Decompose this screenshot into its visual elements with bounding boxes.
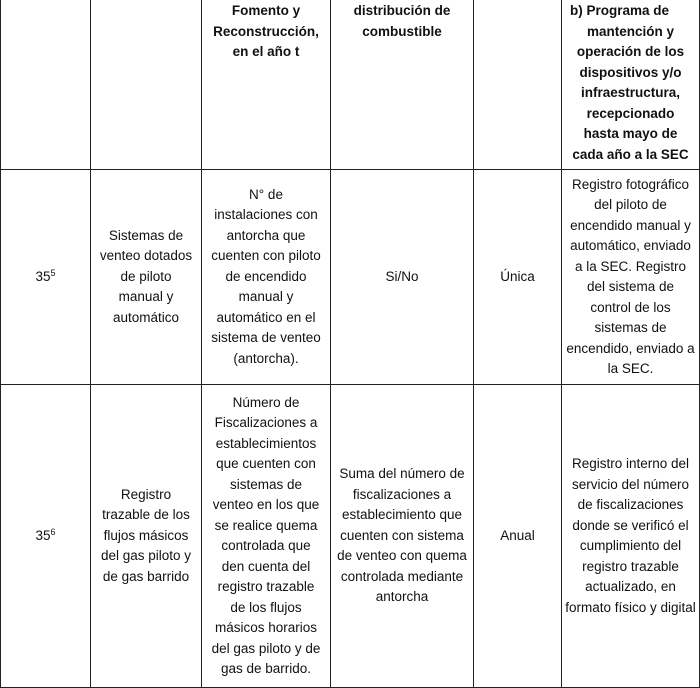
cell-means	[561, 169, 700, 385]
cell-frequency	[473, 169, 562, 385]
cell-indicator	[90, 384, 202, 688]
cell-indicator	[90, 169, 202, 385]
table-row	[0, 384, 700, 688]
formula-text: Suma del número de fiscalizaciones a establecimiento que cuenten con sistema de venteo con quema controlada mediante antorcha	[337, 466, 467, 605]
formula-text: Si/No	[385, 268, 419, 284]
frequency-text: Única	[500, 268, 535, 284]
cell-frequency	[473, 0, 562, 170]
cell-means	[561, 384, 700, 688]
means-text: Registro fotográfico del piloto de encendido manual y automático, enviado a la SEC. Registro del sistema de control de los sistemas de encendido, enviado a la SEC.	[566, 176, 695, 376]
table-row	[0, 0, 700, 170]
row-number: $35^5$	[35, 267, 56, 284]
cell-indicator	[90, 0, 202, 170]
cell-number	[0, 169, 91, 385]
footnote-ref: 5	[50, 267, 56, 278]
formula-text: distribución de combustible	[353, 3, 451, 39]
indicator-text: Sistemas de venteo dotados de piloto manual y automático	[99, 227, 193, 325]
means-text: mantención y operación de los dispositivos y/o infraestructura, recepcionado hasta mayo de cada año a la SEC	[572, 23, 689, 162]
indicator-text: Registro trazable de los flujos másicos del gas piloto y de gas barrido	[100, 486, 192, 584]
cell-formula-name	[201, 384, 331, 688]
means-text: Registro interno del servicio del número de fiscalizaciones donde se verificó el cumplimiento del registro trazable actualizado, en formato físico y digital	[565, 456, 696, 615]
cell-frequency	[473, 384, 562, 688]
frequency-text: Anual	[500, 527, 535, 543]
cell-formula	[330, 0, 474, 170]
formula-name-text: Fomento y Reconstrucción, en el año t	[213, 3, 319, 59]
row-number: $35^6$	[35, 526, 56, 543]
cell-means	[561, 0, 700, 170]
formula-name-text: Número de Fiscalizaciones a establecimientos que cuenten con sistemas de venteo en los que se realice quema controlada que den cuenta del registro trazable de los flujos másicos horarios del gas piloto y de gas de barrido.	[211, 394, 321, 676]
cell-number	[0, 384, 91, 688]
means-prefix-text: b) Programa de	[570, 3, 670, 18]
cell-formula-name	[201, 0, 331, 170]
cell-number	[0, 0, 91, 170]
cell-formula-name	[201, 169, 331, 385]
formula-name-text: N° de instalaciones con antorcha que cuenten con piloto de encendido manual y automático en el sistema de venteo (antorcha).	[211, 186, 321, 366]
table-row	[0, 169, 700, 385]
cell-formula	[330, 384, 474, 688]
cell-formula	[330, 169, 474, 385]
footnote-ref: 6	[50, 526, 56, 537]
